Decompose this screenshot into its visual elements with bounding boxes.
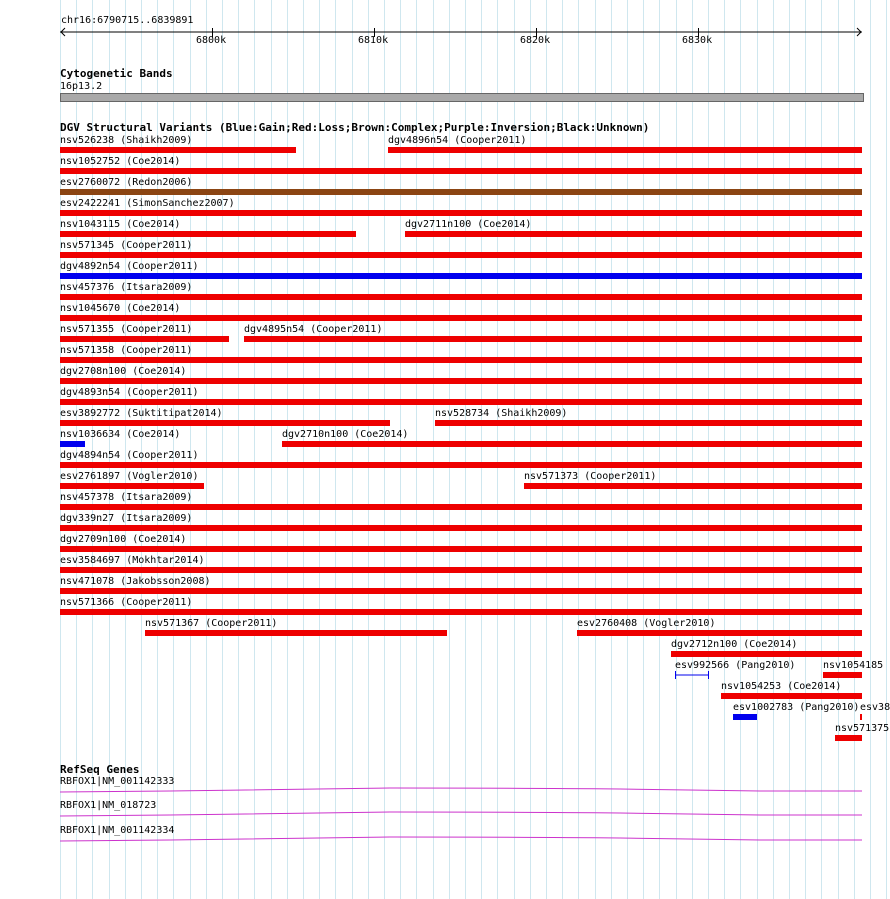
grid-line	[303, 0, 304, 899]
variant-loss-bar[interactable]	[577, 630, 862, 636]
variant-label: esv3584697 (Mokhtar2014)	[60, 555, 205, 566]
grid-line	[757, 0, 758, 899]
variant-label: esv2422241 (SimonSanchez2007)	[60, 198, 235, 209]
grid-line	[805, 0, 806, 899]
variant-loss-bar[interactable]	[60, 357, 862, 363]
variant-label: dgv4895n54 (Cooper2011)	[244, 324, 383, 335]
grid-line	[643, 0, 644, 899]
variant-label: nsv571345 (Cooper2011)	[60, 240, 193, 251]
variant-label: nsv1036634 (Coe2014)	[60, 429, 181, 440]
variant-loss-bar[interactable]	[60, 609, 862, 615]
grid-line	[271, 0, 272, 899]
ruler-tick-label: 6830k	[682, 35, 713, 46]
variant-label: nsv1054185	[823, 660, 884, 671]
refseq-track-title: RefSeq Genes	[60, 763, 140, 776]
grid-line	[319, 0, 320, 899]
cytoband-bar[interactable]	[60, 93, 864, 102]
variant-loss-bar[interactable]	[145, 630, 447, 636]
variant-loss-bar[interactable]	[823, 672, 862, 678]
grid-line	[692, 0, 693, 899]
grid-line	[384, 0, 385, 899]
grid-line	[368, 0, 369, 899]
grid-line	[287, 0, 288, 899]
ruler-tick-label: 6810k	[358, 35, 389, 46]
variant-loss-bar[interactable]	[60, 378, 862, 384]
variant-loss-bar[interactable]	[435, 420, 862, 426]
variant-label: nsv1052752 (Coe2014)	[60, 156, 181, 167]
grid-line	[578, 0, 579, 899]
variant-label: nsv571367 (Cooper2011)	[145, 618, 278, 629]
variant-gain-bar[interactable]	[733, 714, 757, 720]
variant-loss-bar[interactable]	[60, 567, 862, 573]
variant-label: nsv571355 (Cooper2011)	[60, 324, 193, 335]
grid-line	[854, 0, 855, 899]
variant-loss-bar[interactable]	[60, 336, 229, 342]
variant-loss-bar[interactable]	[60, 420, 390, 426]
grid-line	[530, 0, 531, 899]
gene-label: RBFOX1|NM_018723	[60, 800, 157, 811]
variant-label: nsv457376 (Itsara2009)	[60, 282, 193, 293]
variant-label: dgv4892n54 (Cooper2011)	[60, 261, 199, 272]
grid-line	[546, 0, 547, 899]
variant-loss-bar[interactable]	[60, 483, 204, 489]
grid-line	[886, 0, 887, 899]
variant-label: nsv457378 (Itsara2009)	[60, 492, 193, 503]
grid-line	[659, 0, 660, 899]
variant-label: nsv571358 (Cooper2011)	[60, 345, 193, 356]
variant-loss-bar[interactable]	[60, 147, 296, 153]
cytoband-track-title: Cytogenetic Bands	[60, 67, 173, 80]
ruler-tick-label: 6800k	[196, 35, 227, 46]
variant-label: dgv339n27 (Itsara2009)	[60, 513, 193, 524]
variant-complex-bar[interactable]	[60, 189, 862, 195]
ruler-tick-label: 6820k	[520, 35, 551, 46]
variant-label: nsv571366 (Cooper2011)	[60, 597, 193, 608]
grid-line	[335, 0, 336, 899]
grid-line	[352, 0, 353, 899]
gene-model[interactable]	[60, 787, 862, 793]
variant-label: nsv1045670 (Coe2014)	[60, 303, 181, 314]
variant-loss-bar[interactable]	[60, 168, 862, 174]
variant-label: esv2760072 (Redon2006)	[60, 177, 193, 188]
variant-label: esv2761897 (Vogler2010)	[60, 471, 199, 482]
location-label: chr16:6790715..6839891	[61, 15, 194, 26]
grid-line	[773, 0, 774, 899]
variant-loss-bar[interactable]	[60, 399, 862, 405]
variant-gain-line[interactable]	[675, 671, 709, 679]
variant-label: esv3892772 (Suktitipat2014)	[60, 408, 223, 419]
gene-model[interactable]	[60, 811, 862, 817]
grid-line	[611, 0, 612, 899]
variant-gain-bar[interactable]	[60, 273, 862, 279]
variant-label: esv2760408 (Vogler2010)	[577, 618, 716, 629]
grid-line	[238, 0, 239, 899]
gene-label: RBFOX1|NM_001142333	[60, 776, 175, 787]
grid-line	[740, 0, 741, 899]
cytoband-label: 16p13.2	[60, 81, 103, 92]
variant-loss-bar[interactable]	[60, 546, 862, 552]
variant-label: nsv571373 (Cooper2011)	[524, 471, 657, 482]
grid-line	[595, 0, 596, 899]
variant-label: dgv2711n100 (Coe2014)	[405, 219, 532, 230]
grid-line	[821, 0, 822, 899]
variant-label: nsv1054253 (Coe2014)	[721, 681, 842, 692]
grid-line	[870, 0, 871, 899]
variant-loss-bar[interactable]	[671, 651, 862, 657]
gene-model[interactable]	[60, 836, 862, 842]
variant-label: esv992566 (Pang2010)	[675, 660, 796, 671]
variant-loss-bar[interactable]	[405, 231, 862, 237]
variant-loss-bar[interactable]	[282, 441, 862, 447]
ruler-axis	[60, 27, 864, 37]
variant-loss-bar[interactable]	[60, 231, 356, 237]
variant-loss-bar[interactable]	[388, 147, 862, 153]
variant-label: dgv4893n54 (Cooper2011)	[60, 387, 199, 398]
variant-loss-bar[interactable]	[60, 588, 862, 594]
variant-loss-bar[interactable]	[60, 294, 862, 300]
variant-label: dgv4896n54 (Cooper2011)	[388, 135, 527, 146]
variant-loss-bar[interactable]	[244, 336, 862, 342]
variant-loss-bar[interactable]	[860, 714, 862, 720]
variant-label: dgv4894n54 (Cooper2011)	[60, 450, 199, 461]
grid-line	[627, 0, 628, 899]
variant-loss-bar[interactable]	[60, 252, 862, 258]
dgv-track-title: DGV Structural Variants (Blue:Gain;Red:Loss;Brown:Complex;Purple:Inversion;Black:Unknown)	[60, 121, 650, 134]
variant-loss-bar[interactable]	[60, 315, 862, 321]
variant-label: esv38	[860, 702, 890, 713]
grid-line	[838, 0, 839, 899]
variant-label: nsv571375	[835, 723, 890, 734]
gene-label: RBFOX1|NM_001142334	[60, 825, 175, 836]
variant-loss-bar[interactable]	[835, 735, 862, 741]
variant-gain-bar[interactable]	[60, 441, 85, 447]
variant-label: nsv1043115 (Coe2014)	[60, 219, 181, 230]
grid-line	[206, 0, 207, 899]
grid-line	[708, 0, 709, 899]
grid-line	[562, 0, 563, 899]
variant-loss-bar[interactable]	[524, 483, 862, 489]
variant-label: nsv471078 (Jakobsson2008)	[60, 576, 211, 587]
variant-loss-bar[interactable]	[60, 525, 862, 531]
variant-label: esv1002783 (Pang2010)	[733, 702, 860, 713]
grid-line	[254, 0, 255, 899]
grid-line	[724, 0, 725, 899]
variant-loss-bar[interactable]	[60, 210, 862, 216]
variant-loss-bar[interactable]	[60, 504, 862, 510]
variant-loss-bar[interactable]	[60, 462, 862, 468]
variant-label: dgv2709n100 (Coe2014)	[60, 534, 187, 545]
variant-label: dgv2710n100 (Coe2014)	[282, 429, 409, 440]
grid-line	[789, 0, 790, 899]
grid-line	[676, 0, 677, 899]
grid-line	[222, 0, 223, 899]
variant-label: nsv528734 (Shaikh2009)	[435, 408, 568, 419]
variant-loss-bar[interactable]	[721, 693, 862, 699]
variant-label: dgv2712n100 (Coe2014)	[671, 639, 798, 650]
variant-label: dgv2708n100 (Coe2014)	[60, 366, 187, 377]
variant-label: nsv526238 (Shaikh2009)	[60, 135, 193, 146]
